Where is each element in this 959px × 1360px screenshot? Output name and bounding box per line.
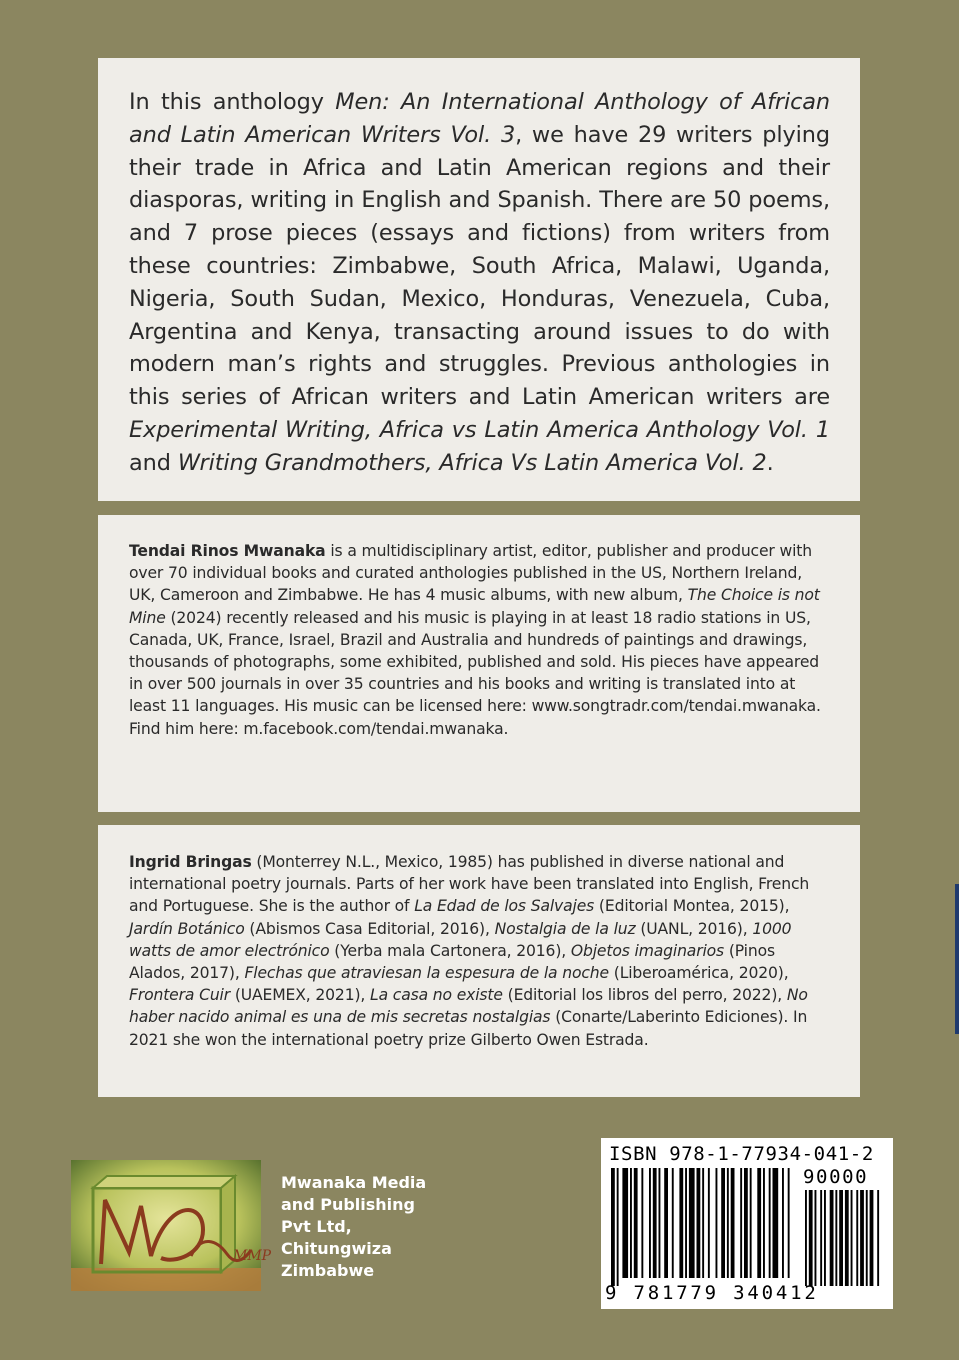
poet-bio-part: (Monterrey N.L., Mexico, 1985) has published in diverse national and international poetry journals. Parts of her work have been translated into English, French and Portuguese. She is the author of [129,853,810,916]
poet-bio-part: (Abismos Casa Editorial, 2016), [244,919,495,938]
barcode-bar [757,1168,761,1278]
synopsis-text [129,86,830,480]
barcode-addon-bar [851,1190,853,1286]
author-bio-part-1: is a multidisciplinary artist, editor, publisher and producer with over 70 individual books and curated anthologies published in the US, Northern Ireland, UK, Cameroon and Zimbabwe. He has 4 music albums, with new album, [129,542,812,605]
anthology-title-vol3: Men: An International Anthology of African and Latin American Writers Vol. 3 [129,89,831,148]
author-name: Tendai Rinos Mwanaka [129,542,326,560]
publisher-address [281,1172,426,1282]
barcode-addon-bar [809,1190,813,1286]
book-title: La casa no existe [370,986,503,1005]
barcode-addon-bar [835,1190,837,1286]
poet-bio-part: (UANL, 2016), [635,919,753,938]
barcode-addon-bar [824,1190,826,1286]
barcode-bar [617,1168,619,1286]
logo-lettering: MMP [233,1248,272,1264]
poet-bio-part: (Liberoamérica, 2020), [608,964,789,983]
album-title: The Choice is not Mine [129,586,820,627]
synopsis-panel [98,58,860,501]
publisher-line: Chitungwiza [281,1239,392,1258]
book-title: Objetos imaginarios [570,941,725,960]
barcode-bar [769,1168,771,1278]
publisher-line: Zimbabwe [281,1261,375,1280]
book-title: La Edad de los Salvajes [414,897,595,916]
barcode-bar [750,1168,752,1278]
barcode-bar [689,1168,695,1278]
barcode-addon-bar [830,1190,834,1286]
publisher-logo [71,1160,272,1291]
barcode-bar [740,1168,742,1278]
barcode-bar [622,1168,628,1278]
poet-bio-part: (Yerba mala Cartonera, 2016), [329,941,571,960]
publisher-line: Pvt Ltd, [281,1217,352,1236]
barcode-addon-bar [860,1190,864,1286]
barcode-bar [697,1168,701,1278]
barcode-addon-bar [877,1190,879,1286]
book-title: Nostalgia de la luz [494,919,636,938]
poet-bio-panel [98,825,860,1097]
author-bio-panel [98,515,860,812]
book-title: 1000 watts de amor electrónico [129,919,792,960]
barcode-bar [630,1168,632,1278]
synopsis-part-1: In this anthology [129,89,336,115]
barcode-addon-bar [805,1190,807,1286]
poet-bio-part: (Editorial Montea, 2015), [594,897,790,916]
barcode-bar [773,1168,779,1278]
book-title: Jardín Botánico [129,919,245,938]
book-title: No haber nacido animal es una de mis secretas nostalgias [129,986,808,1027]
synopsis-part-3: and [129,449,178,476]
poet-bio-part: (Conarte/Laberinto Ediciones). In 2021 she won the international poetry prize Gilberto Owen Estrada. [129,1008,808,1049]
barcode-bar [685,1168,687,1278]
anthology-title-vol1: Experimental Writing, Africa vs Latin America Anthology Vol. 1 [129,416,830,443]
poet-bio-text [129,851,830,1051]
synopsis-part-2: , we have 29 writers plying their trade in Africa and Latin American regions and their diasporas, writing in English and Spanish. There are 50 poems, and 7 prose pieces (essays and fictions) from writers from these countries: Zimbabwe, South Africa, Malawi, Uganda, Nigeria, South Sudan, Mexico, Honduras, Venezuela, Cuba, Argentina and Kenya, transacting around issues to do with modern man’s rights and struggles. Previous anthologies in this series of African writers and Latin American writers are [129,121,830,411]
barcode-bar [672,1168,674,1278]
isbn-label: ISBN 978-1-77934-041-2 [609,1143,874,1165]
book-title: Frontera Cuir [129,986,231,1005]
barcode-addon-bar [839,1190,843,1286]
barcode-addon-bar [845,1190,849,1286]
barcode-bar [721,1168,725,1278]
barcode-bar [649,1168,651,1278]
barcode-bar [679,1168,683,1278]
barcode-addon-number: 90000 [803,1166,869,1188]
barcode-bar [727,1168,729,1278]
author-bio-text [129,540,830,740]
barcode-bar [731,1168,735,1278]
synopsis-part-4: . [766,449,774,476]
barcode-bar [788,1168,790,1278]
poet-bio-part: (Pinos Alados, 2017), [129,941,775,983]
author-bio-part-2: (2024) recently released and his music is playing in at least 18 radio stations in US, Canada, UK, France, Israel, Brazil and Australia and hundreds of paintings and drawings, thousands of photographs, some exhibited, published and sold. His pieces have appeared in over 500 journals in over 35 countries and his books and writing is translated into at least 11 languages. His music can be licensed here: www.songtradr.com/tendai.​mwanaka. Find him here: m.facebook.com/tendai.mwanaka. [129,608,821,738]
barcode-bar [641,1168,643,1278]
barcode-number: 9 781779 340412 [605,1282,819,1304]
poet-bio-part: (Editorial los libros del perro, 2022), [502,986,787,1005]
barcode-bar [744,1168,748,1278]
anthology-title-vol2: Writing Grandmothers, Africa Vs Latin America Vol. 2 [177,449,767,476]
barcode-bar [653,1168,657,1278]
barcode-bar [763,1168,765,1278]
barcode-addon-bar [870,1190,874,1286]
barcode-bar [664,1168,668,1278]
isbn-barcode [601,1138,893,1309]
barcode-bar [782,1168,784,1278]
barcode-addon-bar [815,1190,817,1286]
barcode-bar [634,1168,638,1278]
publisher-line: Mwanaka Media [281,1173,427,1192]
barcode-bar [716,1168,718,1278]
poet-name: Ingrid Bringas [129,853,252,871]
barcode-bar [659,1168,661,1278]
barcode-bar [708,1168,710,1278]
book-title: Flechas que atraviesan la espesura de la noche [244,964,609,983]
barcode-addon-bar [866,1190,868,1286]
barcode-bar [611,1168,615,1286]
barcode-addon-bar [856,1190,858,1286]
barcode-bar [702,1168,704,1278]
edge-color-mark [955,884,959,1034]
barcode-addon-bar [820,1190,822,1286]
publisher-line: and Publishing [281,1195,415,1214]
poet-bio-part: (UAEMEX, 2021), [230,986,371,1005]
